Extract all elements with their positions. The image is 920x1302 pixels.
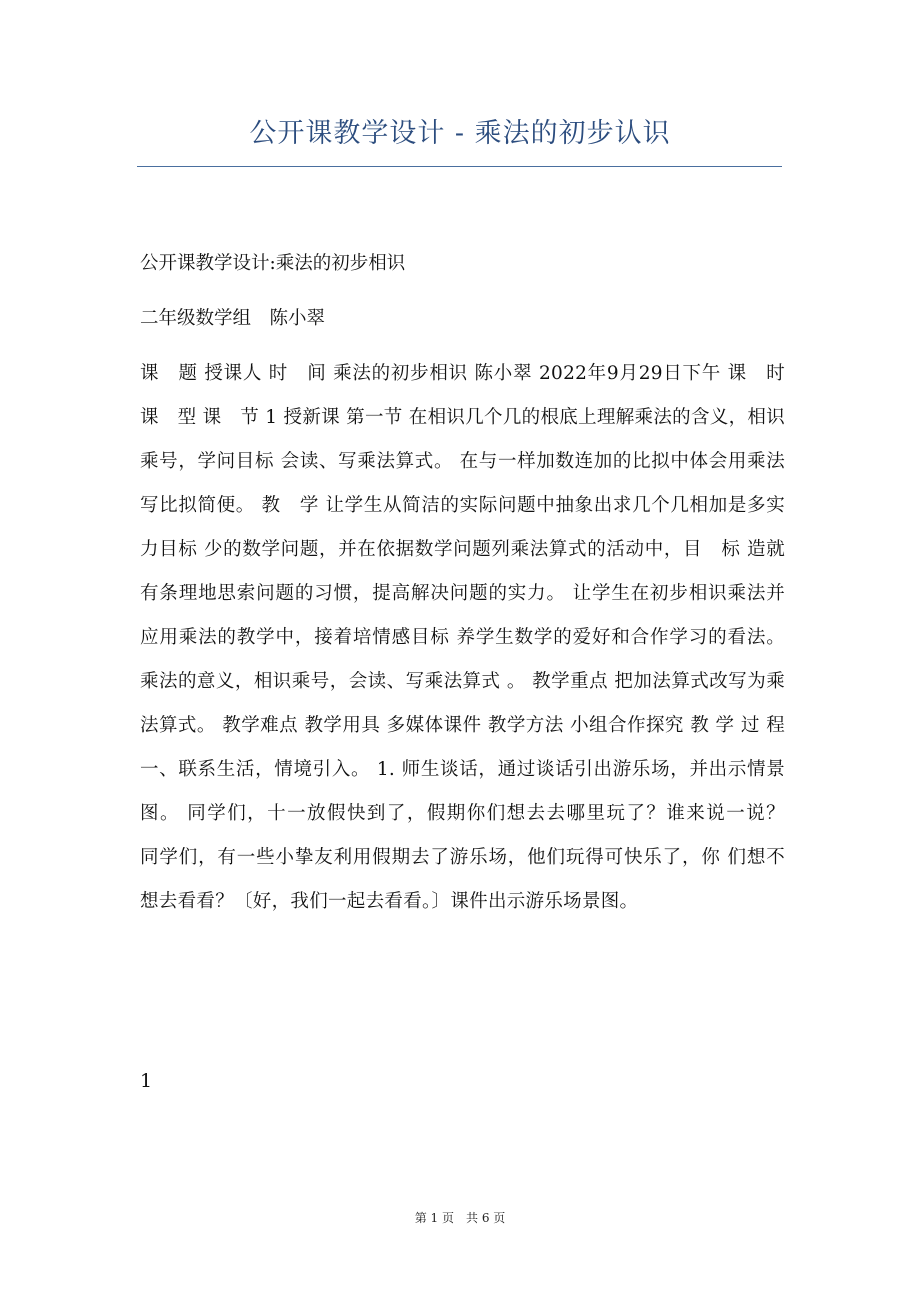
- document-body: [140, 242, 810, 924]
- document-subtitle: 公开课教学设计:乘法的初步相识: [140, 253, 406, 274]
- body-paragraph: 课 题 授课人 时 间 乘法的初步相识 陈小翠 2022年9月29日下午 课 时 课 型 课 节 1 授新课 第一节 在相识几个几的根底上理解乘法的含义，相识乘号，学问目标 会读、写乘法算式。 在与一样加数连加的比拟中体会用乘法写比拟简便。 教 学 让学生从简洁的实际问题中抽象出求几个几相加是多实力目标 少的数学问题，并在依据数学问题列乘法算式的活动中，目 标 造就有条理地思索问题的习惯，提高解决问题的实力。 让学生在初步相识乘法并应用乘法的教学中，接着培情感目标 养学生数学的爱好和合作学习的看法。 乘法的意义，相识乘号，会读、写乘法算式 。 教学重点 把加法算式改写为乘法算式。 教学难点 教学用具 多媒体课件 教学方法 小组合作探究 教 学 过 程 一、联系生活，情境引入。 1. 师生谈话，通过谈话引出游乐场，并出示情景图。 同学们，十一放假快到了，假期你们想去去哪里玩了？谁来说一说？ 同学们，有一些小挚友利用假期去了游乐场，他们玩得可快乐了，你 们想不想去看看？〔好，我们一起去看看。〕课件出示游乐场景图。: [140, 363, 810, 912]
- author-line: 二年级数学组 陈小翠: [140, 308, 326, 329]
- page-footer: 第 1 页 共 6 页: [414, 1211, 506, 1225]
- title-underline: [137, 166, 782, 167]
- inline-page-number: 1: [140, 1070, 153, 1092]
- document-title: 公开课教学设计 - 乘法的初步认识: [249, 118, 671, 149]
